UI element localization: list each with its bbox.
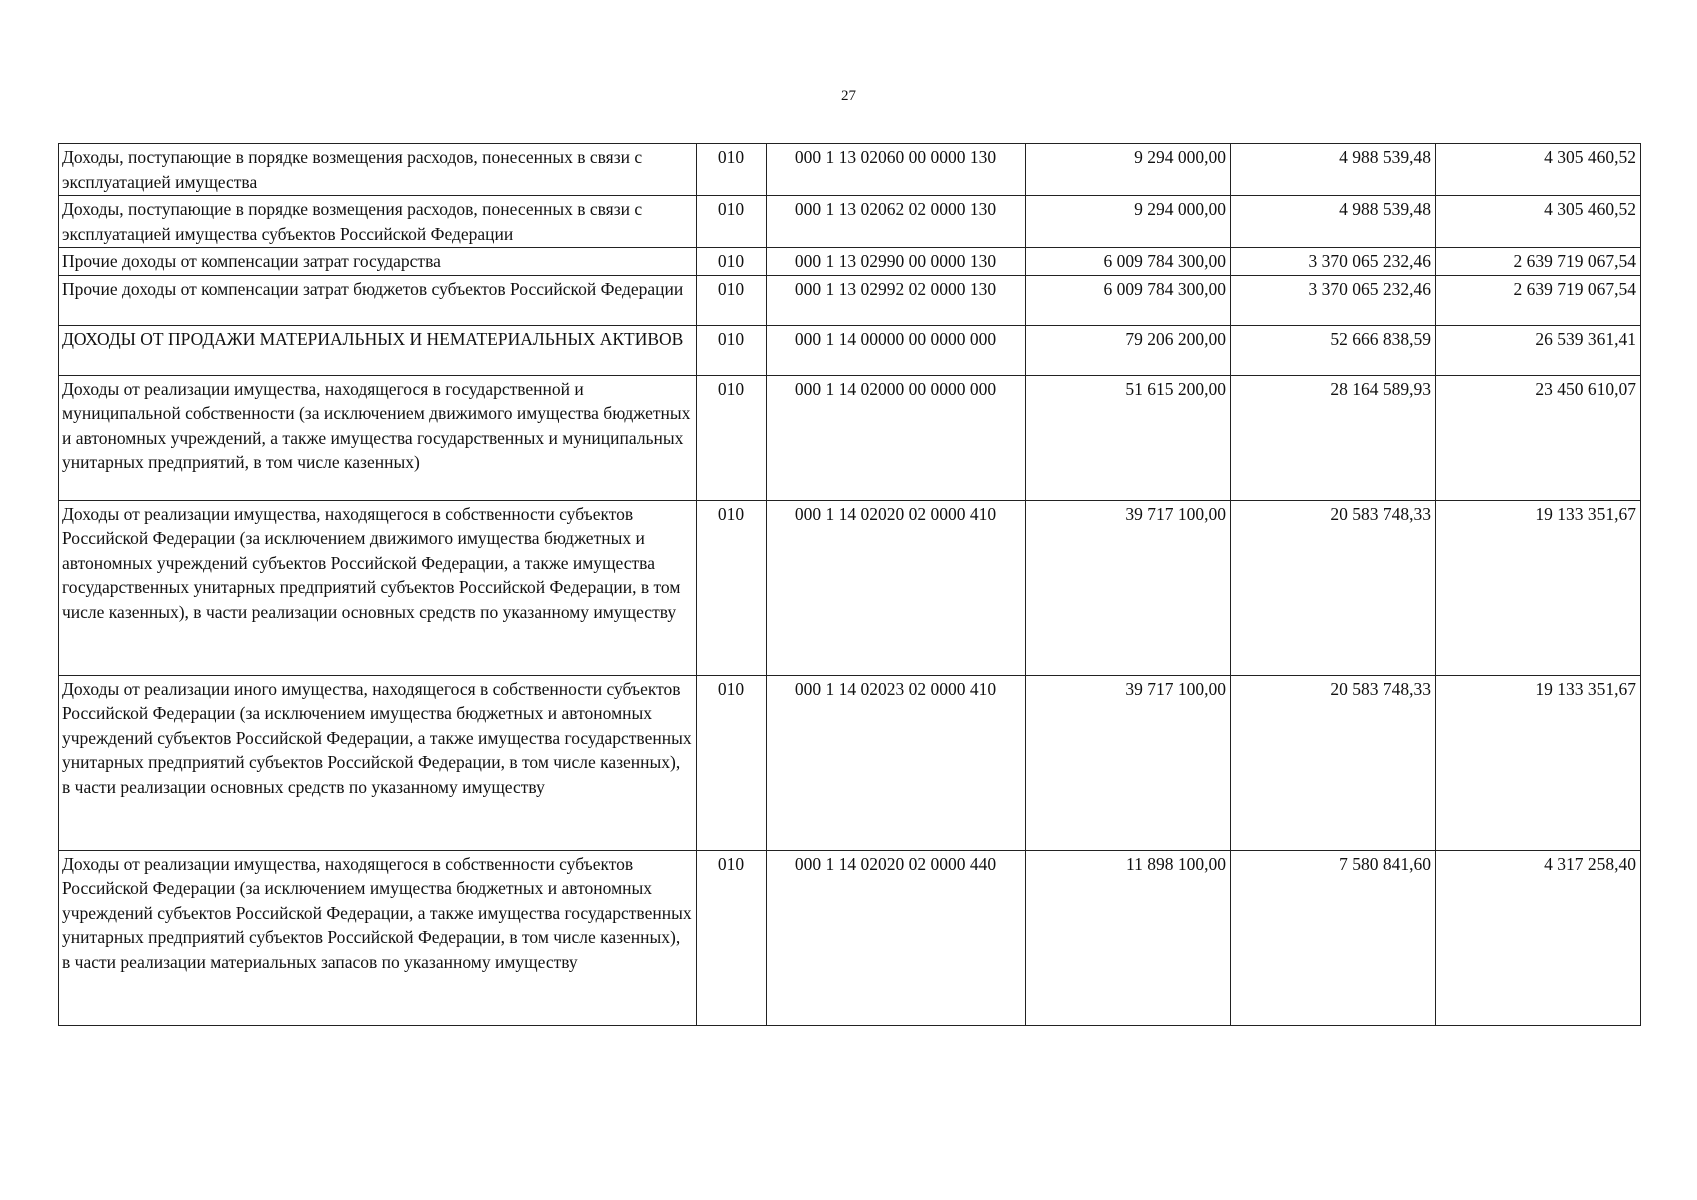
page-number: 27 [841, 88, 856, 104]
row-approved-cell: 11 898 100,00 [1026, 850, 1231, 1025]
table-row [59, 375, 1641, 500]
row-approved-cell: 9 294 000,00 [1026, 144, 1231, 196]
row-executed-cell: 52 666 838,59 [1231, 325, 1436, 375]
table-row [59, 196, 1641, 248]
row-executed-cell: 20 583 748,33 [1231, 500, 1436, 675]
table-row [59, 248, 1641, 276]
row-name-cell: ДОХОДЫ ОТ ПРОДАЖИ МАТЕРИАЛЬНЫХ И НЕМАТЕРИАЛЬНЫХ АКТИВОВ [59, 325, 697, 375]
row-code-cell: 010 [697, 248, 767, 276]
row-unexecuted-cell: 2 639 719 067,54 [1436, 275, 1641, 325]
row-kbk-cell: 000 1 13 02062 02 0000 130 [767, 196, 1026, 248]
row-unexecuted-cell: 26 539 361,41 [1436, 325, 1641, 375]
row-code-cell: 010 [697, 375, 767, 500]
row-executed-cell: 4 988 539,48 [1231, 144, 1436, 196]
row-kbk-cell: 000 1 13 02992 02 0000 130 [767, 275, 1026, 325]
row-unexecuted-cell: 4 317 258,40 [1436, 850, 1641, 1025]
row-name-cell: Доходы от реализации иного имущества, находящегося в собственности субъектов Российской Федерации (за исключением имущества бюджетных и автономных учреждений субъектов Российской Федерации, а также имущества государственных унитарных предприятий субъектов Российской Федерации, в том числе казенных), в части реализации основных средств по указанному имуществу [59, 675, 697, 850]
table-row [59, 325, 1641, 375]
row-approved-cell: 39 717 100,00 [1026, 500, 1231, 675]
row-unexecuted-cell: 23 450 610,07 [1436, 375, 1641, 500]
row-approved-cell: 9 294 000,00 [1026, 196, 1231, 248]
row-approved-cell: 6 009 784 300,00 [1026, 248, 1231, 276]
table-row [59, 675, 1641, 850]
row-name-cell: Доходы, поступающие в порядке возмещения расходов, понесенных в связи с эксплуатацией имущества [59, 144, 697, 196]
row-executed-cell: 7 580 841,60 [1231, 850, 1436, 1025]
row-code-cell: 010 [697, 196, 767, 248]
row-unexecuted-cell: 19 133 351,67 [1436, 500, 1641, 675]
row-name-cell: Прочие доходы от компенсации затрат государства [59, 248, 697, 276]
row-approved-cell: 51 615 200,00 [1026, 375, 1231, 500]
row-approved-cell: 39 717 100,00 [1026, 675, 1231, 850]
row-code-cell: 010 [697, 275, 767, 325]
row-code-cell: 010 [697, 144, 767, 196]
table-row [59, 144, 1641, 196]
row-code-cell: 010 [697, 500, 767, 675]
row-kbk-cell: 000 1 13 02060 00 0000 130 [767, 144, 1026, 196]
row-executed-cell: 4 988 539,48 [1231, 196, 1436, 248]
revenue-table [58, 143, 1641, 1026]
row-code-cell: 010 [697, 325, 767, 375]
row-code-cell: 010 [697, 675, 767, 850]
row-name-cell: Доходы от реализации имущества, находящегося в собственности субъектов Российской Федерации (за исключением движимого имущества бюджетных и автономных учреждений субъектов Российской Федерации, а также имущества государственных унитарных предприятий субъектов Российской Федерации, в том числе казенных), в части реализации основных средств по указанному имуществу [59, 500, 697, 675]
row-executed-cell: 20 583 748,33 [1231, 675, 1436, 850]
row-kbk-cell: 000 1 14 02020 02 0000 440 [767, 850, 1026, 1025]
row-name-cell: Прочие доходы от компенсации затрат бюджетов субъектов Российской Федерации [59, 275, 697, 325]
row-unexecuted-cell: 4 305 460,52 [1436, 144, 1641, 196]
row-unexecuted-cell: 2 639 719 067,54 [1436, 248, 1641, 276]
row-name-cell: Доходы от реализации имущества, находящегося в собственности субъектов Российской Федерации (за исключением имущества бюджетных и автономных учреждений субъектов Российской Федерации, а также имущества государственных унитарных предприятий субъектов Российской Федерации, в том числе казенных), в части реализации материальных запасов по указанному имуществу [59, 850, 697, 1025]
row-executed-cell: 28 164 589,93 [1231, 375, 1436, 500]
row-unexecuted-cell: 4 305 460,52 [1436, 196, 1641, 248]
row-kbk-cell: 000 1 13 02990 00 0000 130 [767, 248, 1026, 276]
row-name-cell: Доходы от реализации имущества, находящегося в государственной и муниципальной собственности (за исключением движимого имущества бюджетных и автономных учреждений, а также имущества государственных и муниципальных унитарных предприятий, в том числе казенных) [59, 375, 697, 500]
row-kbk-cell: 000 1 14 00000 00 0000 000 [767, 325, 1026, 375]
row-approved-cell: 79 206 200,00 [1026, 325, 1231, 375]
row-executed-cell: 3 370 065 232,46 [1231, 248, 1436, 276]
table-row [59, 500, 1641, 675]
row-kbk-cell: 000 1 14 02020 02 0000 410 [767, 500, 1026, 675]
row-code-cell: 010 [697, 850, 767, 1025]
table-row [59, 275, 1641, 325]
table-row [59, 850, 1641, 1025]
row-executed-cell: 3 370 065 232,46 [1231, 275, 1436, 325]
row-kbk-cell: 000 1 14 02023 02 0000 410 [767, 675, 1026, 850]
row-name-cell: Доходы, поступающие в порядке возмещения расходов, понесенных в связи с эксплуатацией имущества субъектов Российской Федерации [59, 196, 697, 248]
row-approved-cell: 6 009 784 300,00 [1026, 275, 1231, 325]
row-kbk-cell: 000 1 14 02000 00 0000 000 [767, 375, 1026, 500]
row-unexecuted-cell: 19 133 351,67 [1436, 675, 1641, 850]
